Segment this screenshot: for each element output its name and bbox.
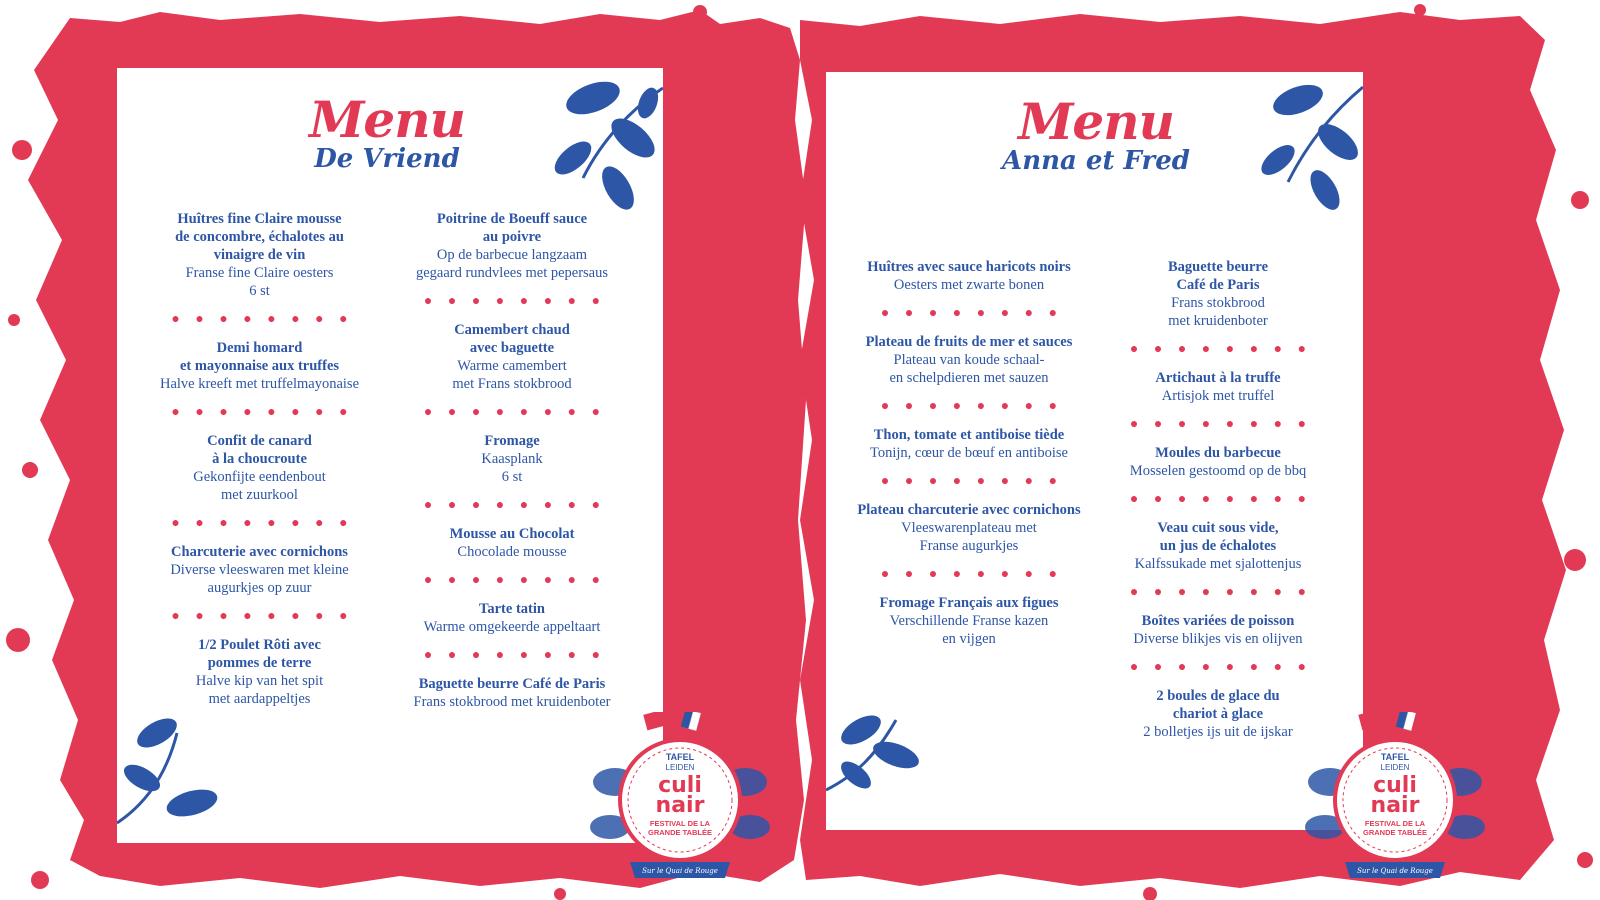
menu-column-left bbox=[137, 210, 382, 708]
dish-description-nl: Gekonfijte eendenbout met zuurkool bbox=[193, 469, 326, 503]
dish-name-fr: Charcuterie avec cornichons bbox=[171, 544, 348, 560]
dotted-divider: ● ● ● ● ● ● ● ● bbox=[171, 516, 354, 531]
logo-festival-line1: FESTIVAL DE LA bbox=[649, 819, 711, 828]
menu-item bbox=[838, 333, 1100, 387]
logo-festival-line1: FESTIVAL DE LA bbox=[1364, 819, 1426, 828]
logo-nair: nair bbox=[655, 793, 705, 818]
dish-description-nl: Chocolade mousse bbox=[457, 544, 567, 560]
dish-name-fr: Poitrine de Boeuff sauce au poivre bbox=[436, 211, 588, 245]
dish-description-nl: Diverse vleeswaren met kleine augurkjes op zuur bbox=[170, 562, 349, 596]
dotted-divider: ● ● ● ● ● ● ● ● bbox=[423, 573, 607, 588]
dotted-divider: ● ● ● ● ● ● ● ● bbox=[880, 399, 1064, 414]
dotted-divider: ● ● ● ● ● ● ● ● bbox=[423, 498, 607, 513]
dish-name-fr: Baguette beurre Café de Paris bbox=[1168, 259, 1268, 293]
dish-name-fr: Veau cuit sous vide, un jus de échalotes bbox=[1157, 520, 1279, 554]
dish-name-fr: Boîtes variées de poisson bbox=[1141, 613, 1295, 629]
leaf-illustration-bottom-left bbox=[826, 700, 936, 810]
dish-description-nl: Warme camembert met Frans stokbrood bbox=[452, 358, 572, 392]
dish-name-fr: Mousse au Chocolat bbox=[449, 526, 575, 542]
dish-name-fr: 2 boules de glace du chariot à glace bbox=[1156, 688, 1280, 722]
logo-festival-line2: GRANDE TABLÉE bbox=[647, 828, 713, 837]
dish-name-fr: Huîtres fine Claire mousse de concombre, échalotes au vinaigre de vin bbox=[175, 211, 344, 263]
menu-item bbox=[1098, 612, 1338, 648]
dotted-divider: ● ● ● ● ● ● ● ● bbox=[1129, 492, 1313, 507]
logo-tafel: TAFEL bbox=[665, 752, 695, 762]
logo-culi: culi bbox=[1373, 773, 1417, 798]
dotted-divider: ● ● ● ● ● ● ● ● bbox=[423, 294, 607, 309]
menu-item bbox=[1098, 444, 1338, 480]
dotted-divider: ● ● ● ● ● ● ● ● bbox=[423, 405, 607, 420]
menu-item bbox=[137, 543, 382, 597]
dotted-divider: ● ● ● ● ● ● ● ● bbox=[880, 474, 1064, 489]
leaf-illustration-bottom-left bbox=[117, 703, 227, 843]
dish-name-fr: Camembert chaud avec baguette bbox=[454, 322, 570, 356]
dish-description-nl: Kalfssukade met sjalottenjus bbox=[1134, 556, 1302, 572]
menu-card-de-vriend bbox=[117, 68, 663, 843]
dish-name-fr: Demi homard et mayonnaise aux truffes bbox=[179, 340, 340, 374]
logo-leiden: LEIDEN bbox=[1380, 763, 1410, 772]
dotted-divider: ● ● ● ● ● ● ● ● bbox=[1129, 585, 1313, 600]
dotted-divider: ● ● ● ● ● ● ● ● bbox=[171, 609, 354, 624]
dish-description-nl: Tonijn, cœur de bœuf en antiboise bbox=[870, 445, 1068, 461]
logo-tafel: TAFEL bbox=[1380, 752, 1410, 762]
menu-subtitle: Anna et Fred bbox=[1002, 146, 1190, 176]
dotted-divider: ● ● ● ● ● ● ● ● bbox=[880, 306, 1064, 321]
dish-name-fr: Moules du barbecue bbox=[1155, 445, 1281, 461]
leaf-illustration-top-right bbox=[1233, 72, 1363, 222]
logo-culi: culi bbox=[658, 773, 702, 798]
dish-description-nl: Vleeswarenplateau met Franse augurkjes bbox=[901, 520, 1037, 554]
dish-description-nl: Plateau van koude schaal- en schelpdieren met sauzen bbox=[889, 352, 1049, 386]
leaf-illustration-top-right bbox=[523, 68, 663, 218]
dish-name-fr: Huîtres avec sauce haricots noirs bbox=[867, 259, 1071, 275]
menu-item bbox=[838, 501, 1100, 555]
menu-title: Menu bbox=[309, 90, 465, 149]
dotted-divider: ● ● ● ● ● ● ● ● bbox=[1129, 417, 1313, 432]
menu-item bbox=[381, 321, 643, 393]
menu-column-right bbox=[381, 210, 643, 711]
menu-item bbox=[381, 432, 643, 486]
dotted-divider: ● ● ● ● ● ● ● ● bbox=[171, 405, 354, 420]
menu-title: Menu bbox=[1018, 92, 1174, 151]
dotted-divider: ● ● ● ● ● ● ● ● bbox=[880, 567, 1064, 582]
menu-item bbox=[381, 600, 643, 636]
dish-description-nl: Halve kip van het spit met aardappeltjes bbox=[195, 673, 324, 707]
dish-description-nl: Frans stokbrood met kruidenboter bbox=[1168, 295, 1268, 329]
dotted-divider: ● ● ● ● ● ● ● ● bbox=[171, 312, 354, 327]
dish-description-nl: Kaasplank 6 st bbox=[481, 451, 543, 485]
dish-name-fr: Artichaut à la truffe bbox=[1155, 370, 1281, 386]
festival-logo bbox=[585, 712, 775, 888]
dish-name-fr: Baguette beurre Café de Paris bbox=[418, 676, 606, 692]
dish-name-fr: 1/2 Poulet Rôti avec pommes de terre bbox=[198, 637, 321, 671]
dish-description-nl: Mosselen gestoomd op de bbq bbox=[1129, 463, 1307, 479]
dish-description-nl: Artisjok met truffel bbox=[1161, 388, 1275, 404]
menu-item bbox=[137, 339, 382, 393]
dish-name-fr: Fromage Français aux figues bbox=[879, 595, 1059, 611]
dish-name-fr: Fromage bbox=[484, 433, 540, 449]
dish-description-nl: Oesters met zwarte bonen bbox=[893, 277, 1045, 293]
dish-description-nl: Diverse blikjes vis en olijven bbox=[1133, 631, 1303, 647]
menu-subtitle: De Vriend bbox=[314, 144, 460, 174]
dish-name-fr: Tarte tatin bbox=[479, 601, 545, 617]
dotted-divider: ● ● ● ● ● ● ● ● bbox=[423, 648, 607, 663]
logo-festival-line2: GRANDE TABLÉE bbox=[1362, 828, 1428, 837]
dish-description-nl: Halve kreeft met truffelmayonaise bbox=[159, 376, 360, 392]
dish-description-nl: Warme omgekeerde appeltaart bbox=[423, 619, 601, 635]
menu-item bbox=[137, 432, 382, 504]
dish-name-fr: Thon, tomate et antiboise tiède bbox=[873, 427, 1065, 443]
menu-item bbox=[1098, 519, 1338, 573]
menu-item bbox=[137, 210, 382, 300]
menu-item bbox=[838, 426, 1100, 462]
logo-ribbon: Sur le Quai de Rouge bbox=[1357, 867, 1433, 875]
dish-name-fr: Plateau de fruits de mer et sauces bbox=[865, 334, 1073, 350]
menu-item bbox=[381, 675, 643, 711]
dish-name-fr: Confit de canard à la choucroute bbox=[207, 433, 312, 467]
dish-name-fr: Plateau charcuterie avec cornichons bbox=[857, 502, 1081, 518]
menu-item bbox=[1098, 369, 1338, 405]
logo-leiden: LEIDEN bbox=[665, 763, 695, 772]
menu-item bbox=[838, 258, 1100, 294]
menu-item bbox=[137, 636, 382, 708]
menu-item bbox=[381, 525, 643, 561]
dish-description-nl: Verschillende Franse kazen en vijgen bbox=[889, 613, 1049, 647]
logo-nair: nair bbox=[1370, 793, 1420, 818]
dish-description-nl: Franse fine Claire oesters 6 st bbox=[185, 265, 334, 299]
dish-description-nl: Frans stokbrood met kruidenboter bbox=[413, 694, 611, 710]
logo-ribbon: Sur le Quai de Rouge bbox=[642, 867, 718, 875]
menu-column-left bbox=[838, 258, 1100, 648]
dotted-divider: ● ● ● ● ● ● ● ● bbox=[1129, 342, 1313, 357]
dish-description-nl: 2 bolletjes ijs uit de ijskar bbox=[1143, 724, 1293, 740]
menu-column-right bbox=[1098, 258, 1338, 741]
festival-logo bbox=[1300, 712, 1490, 888]
dotted-divider: ● ● ● ● ● ● ● ● bbox=[1129, 660, 1313, 675]
dish-description-nl: Op de barbecue langzaam gegaard rundvlees met pepersaus bbox=[415, 247, 609, 281]
menu-item bbox=[838, 594, 1100, 648]
menu-card-anna-et-fred bbox=[826, 72, 1363, 830]
menu-item bbox=[1098, 258, 1338, 330]
menu-item bbox=[381, 210, 643, 282]
